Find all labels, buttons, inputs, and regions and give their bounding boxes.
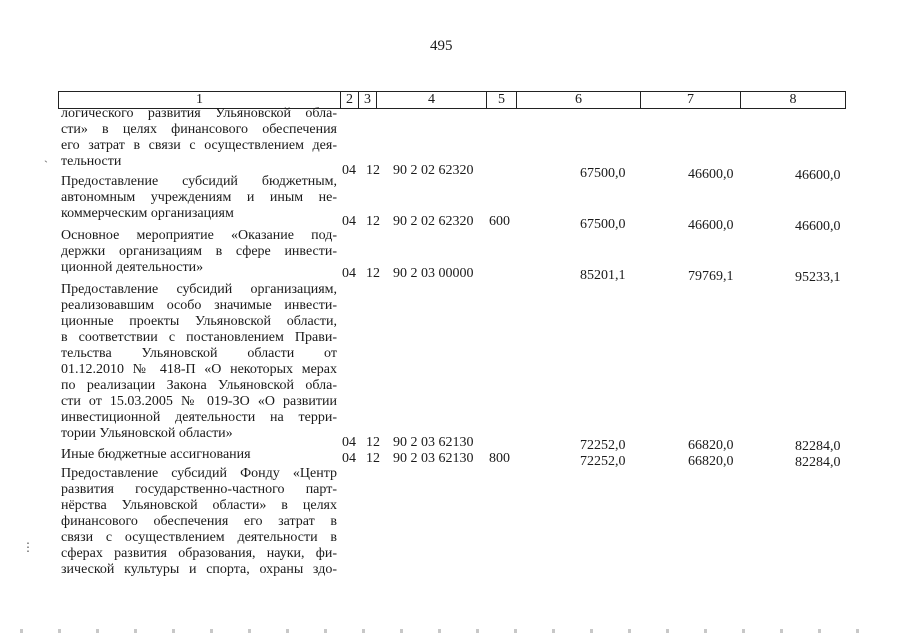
cell-v7: 66820,0 [688,454,734,469]
header-col-8: 8 [789,92,797,107]
header-col-5: 5 [487,92,517,108]
description-line: Основное мероприятие «Оказание под- [61,228,337,243]
cell-pr: 12 [366,163,380,178]
cell-v6: 67500,0 [580,166,626,181]
cell-rz: 04 [342,435,356,450]
page-number: 495 [430,38,453,54]
description-line: сти» в целях финансового обеспечения [61,122,337,137]
description-line: сферах развития образования, науки, фи- [61,546,337,561]
description-line: держки организациям в сфере инвести- [61,244,337,259]
header-col-6: 6 [517,92,641,108]
description-line: зической культуры и спорта, охраны здо- [61,562,337,577]
scan-mark: ⋮ [22,540,34,554]
description-line: его затрат в связи с осуществлением дея- [61,138,337,153]
description-line: сти от 15.03.2005 № 019-ЗО «О развитии [61,394,337,409]
description-line: Предоставление субсидий организациям, [61,282,337,297]
description-line: развития государственно-частного парт- [61,482,337,497]
cell-v7: 46600,0 [688,167,734,182]
description-line: инвестиционной деятельности на терри- [61,410,337,425]
scan-mark: ˋ [44,158,48,172]
scan-noise [20,629,880,633]
description-line: нёрства Ульяновской области» в целях [61,498,337,513]
cell-v6: 72252,0 [580,438,626,453]
cell-v8: 95233,1 [795,270,841,285]
cell-v6: 67500,0 [580,217,626,232]
description-line: Предоставление субсидий бюджетным, [61,174,337,189]
cell-vr: 600 [489,214,510,229]
description-line: Иные бюджетные ассигнования [61,447,251,462]
cell-rz: 04 [342,266,356,281]
description-line: 01.12.2010 № 418-П «О некоторых мерах [61,362,337,377]
header-col-4: 4 [377,92,487,108]
cell-v8: 82284,0 [795,455,841,470]
description-line: реализовавшим особо значимые инвести- [61,298,337,313]
header-col-1: 1 [59,92,341,108]
cell-csr: 90 2 03 62130 [393,451,474,466]
cell-pr: 12 [366,214,380,229]
cell-pr: 12 [366,435,380,450]
table-row-description [61,282,337,442]
table-row-description [61,466,337,578]
header-col-3: 3 [359,92,377,108]
description-line: финансового обеспечения его затрат в [61,514,337,529]
description-line: ционные проекты Ульяновской области, [61,314,337,329]
description-line: тории Ульяновской области» [61,426,233,441]
cell-csr: 90 2 02 62320 [393,163,474,178]
cell-pr: 12 [366,451,380,466]
cell-csr: 90 2 02 62320 [393,214,474,229]
cell-v8: 82284,0 [795,439,841,454]
description-line: по реализации Закона Ульяновской обла- [61,378,337,393]
description-line: Предоставление субсидий Фонду «Центр [61,466,337,481]
cell-v6: 72252,0 [580,454,626,469]
cell-v8: 46600,0 [795,168,841,183]
cell-csr: 90 2 03 62130 [393,435,474,450]
cell-pr: 12 [366,266,380,281]
description-line: в соответствии с постановлением Прави- [61,330,337,345]
description-line: коммерческим организациям [61,206,234,221]
header-col-7: 7 [641,92,741,108]
cell-rz: 04 [342,163,356,178]
description-line: автономным учреждениям и иным не- [61,190,337,205]
cell-vr: 800 [489,451,510,466]
table-row-description [61,106,337,170]
cell-v7: 46600,0 [688,218,734,233]
table-row-description [61,447,337,463]
cell-rz: 04 [342,214,356,229]
header-col-2: 2 [341,92,359,108]
cell-v6: 85201,1 [580,268,626,283]
cell-csr: 90 2 03 00000 [393,266,474,281]
cell-v7: 66820,0 [688,438,734,453]
description-line: логического развития Ульяновской обла- [61,106,337,121]
cell-rz: 04 [342,451,356,466]
cell-v8: 46600,0 [795,219,841,234]
table-row-description [61,174,337,222]
description-line: тельности [61,154,122,169]
description-line: тельства Ульяновской области от [61,346,337,361]
cell-v7: 79769,1 [688,269,734,284]
description-line: связи с осуществлением деятельности в [61,530,337,545]
description-line: ционной деятельности» [61,260,204,275]
table-row-description [61,228,337,276]
